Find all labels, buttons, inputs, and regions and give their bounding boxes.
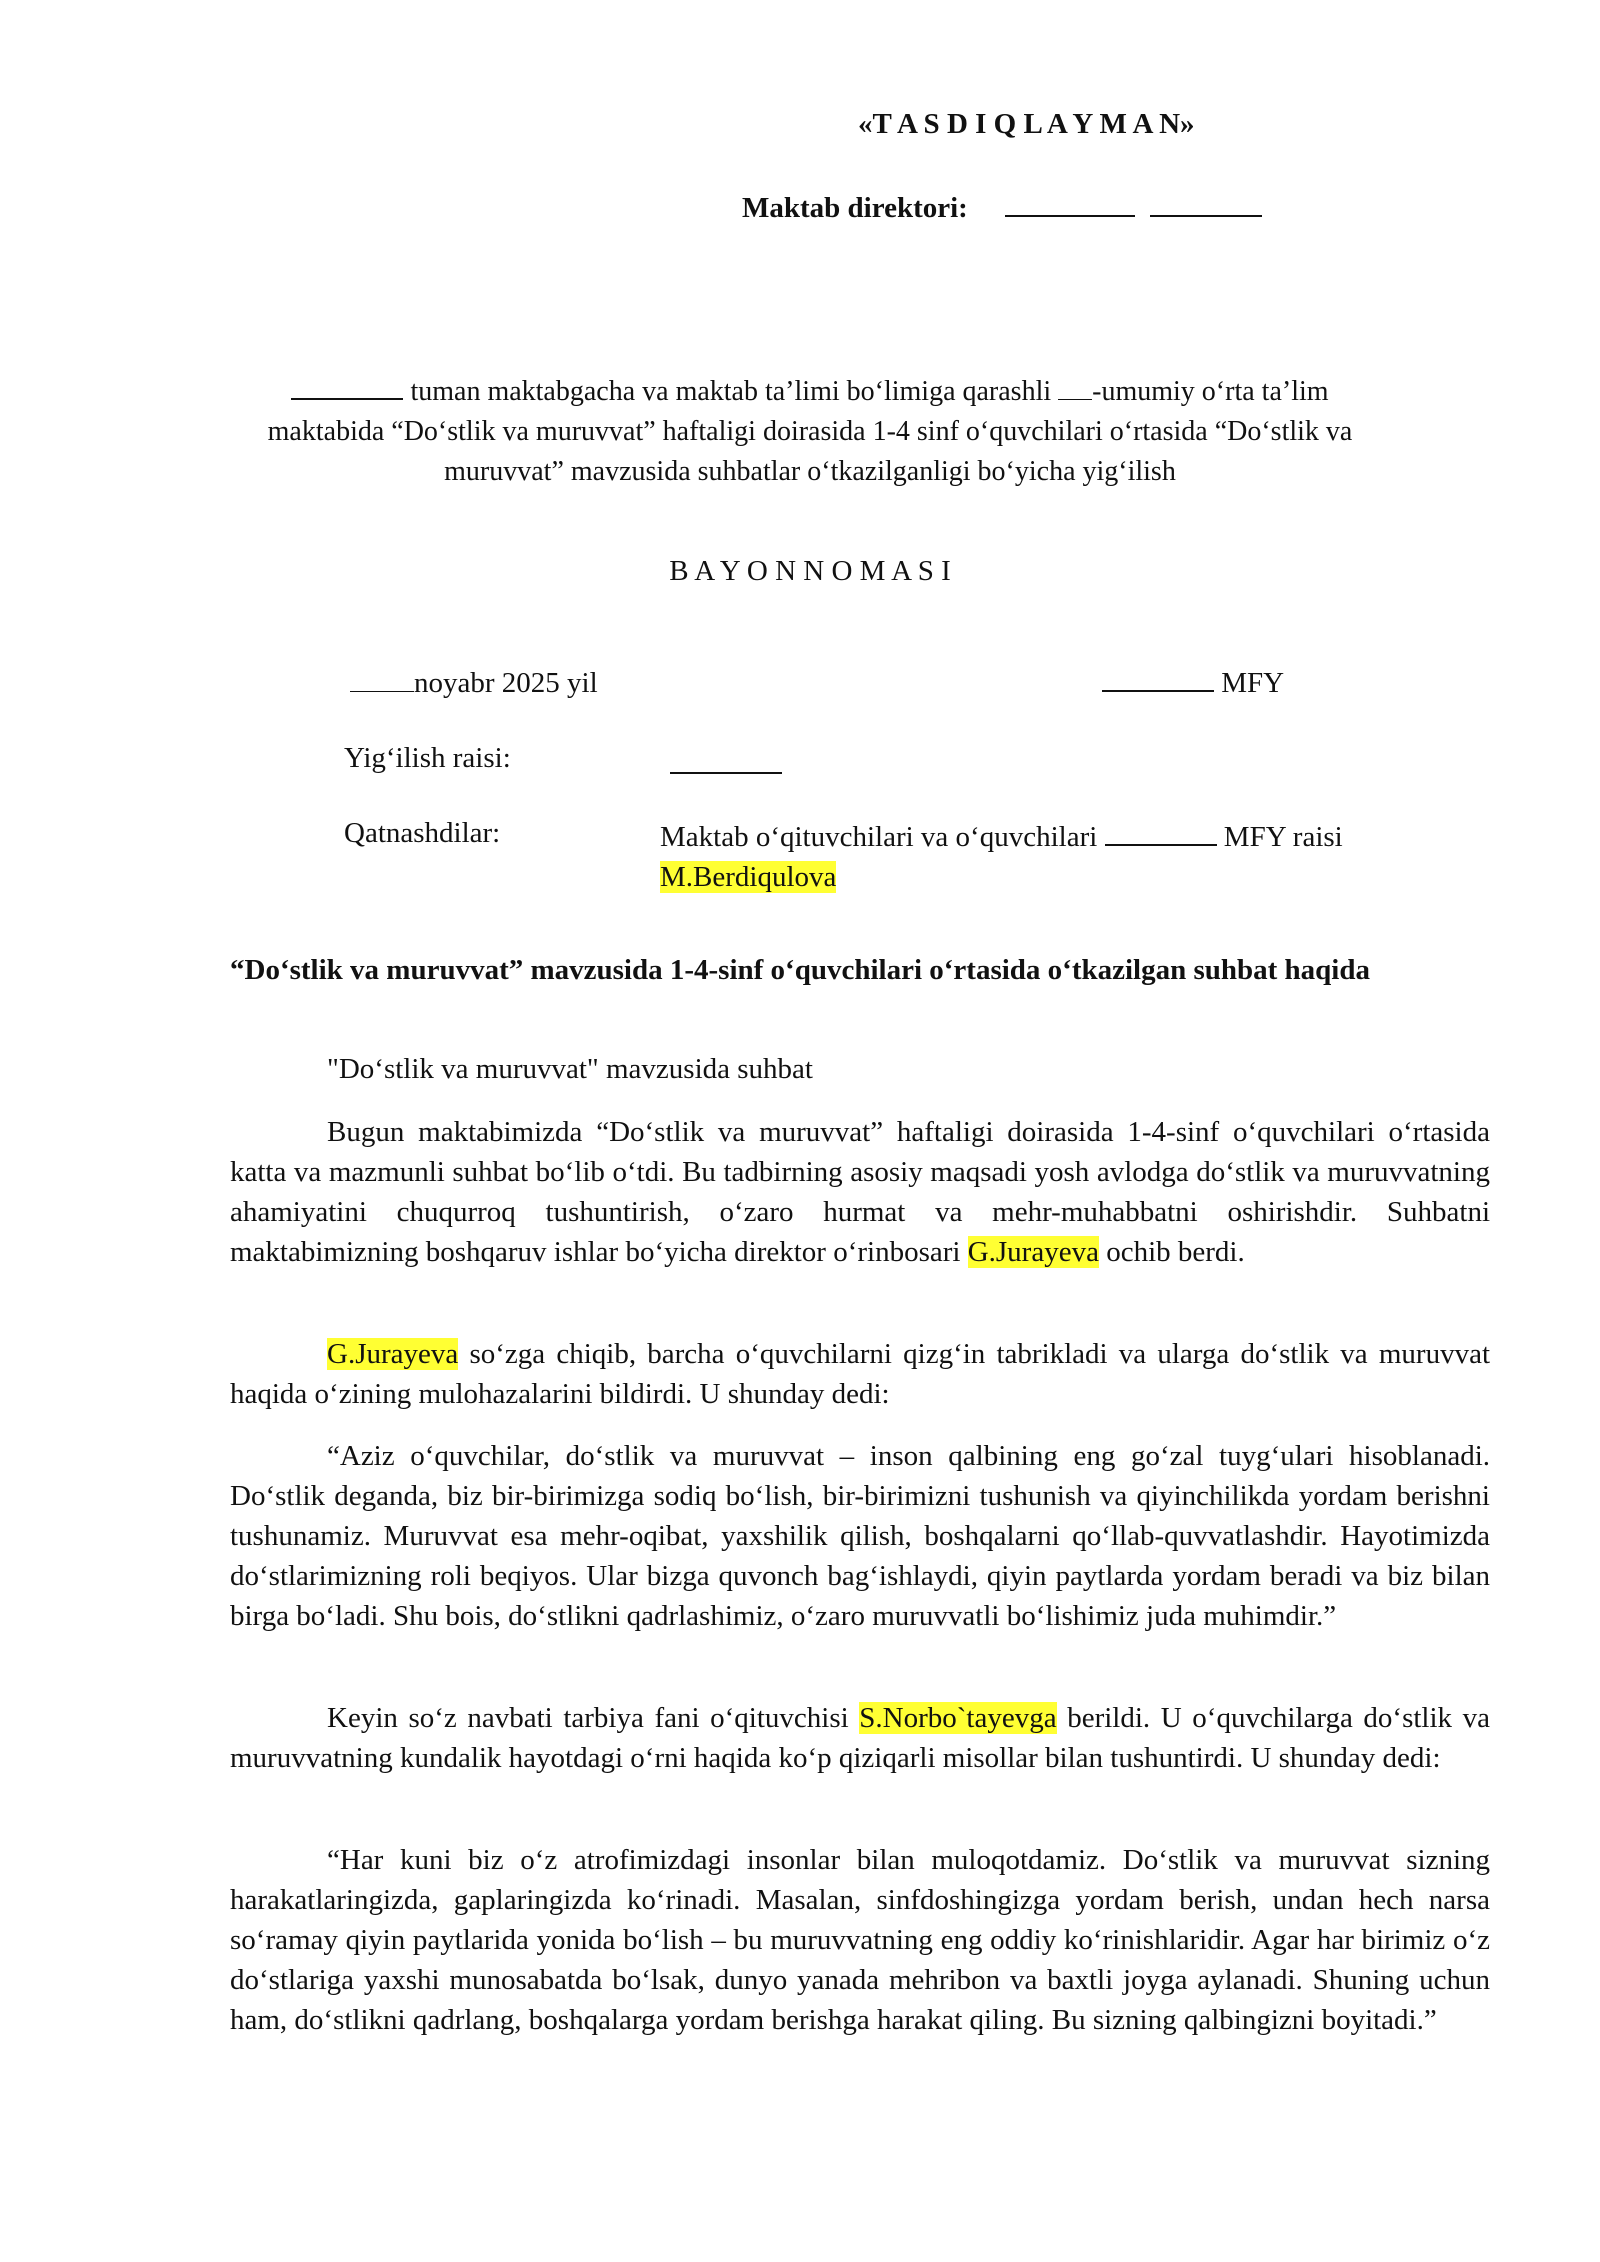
director-line: [742, 192, 1262, 225]
highlighted-name: G.Jurayeva: [967, 1236, 1099, 1268]
mfy-line: MFY: [1102, 667, 1284, 700]
paragraph-5-quote: “Har kuni biz o‘z atrofimizdagi insonlar bilan muloqotdamiz. Do‘stlik va muruvvat sizning harakatlaringizda, gaplaringizda ko‘rinadi. Masalan, sinfdoshingizga yordam berish, undan hech narsa so‘ramay qiyin paytlarida yonida bo‘lish – bu muruvvatning eng oddiy ko‘rinishlaridir. Agar har birimiz o‘z do‘stlariga yaxshi munosabatda bo‘lsak, dunyo yanada mehribon va baxtli joyga aylanadi. Shuning uchun ham, do‘stlikni qadrlang, boshqalarga yordam berishga harakat qiling. Bu sizning qalbingizni boyitadi.”: [230, 1844, 1490, 2036]
date-line: noyabr 2025 yil: [350, 667, 598, 700]
name-blank: [1150, 215, 1262, 217]
participant-name: M.Berdiqulova: [660, 861, 837, 893]
section-subtitle: "Do‘stlik va muruvvat" mavzusida suhbat: [327, 1053, 813, 1085]
paragraph-4: Keyin so‘z navbati tarbiya fani o‘qituvchisi S.Norbo`tayevga berildi. U o‘quvchilarga do‘stlik va muruvvatning kundalik hayotdagi o‘rni haqida ko‘p qiziqarli misollar bilan tushuntirdi. U shunday dedi:: [230, 1702, 1491, 1774]
approval-title: «T A S D I Q L A Y M A N»: [858, 108, 1195, 140]
highlighted-name: G.Jurayeva: [327, 1338, 459, 1370]
section-title: “Do‘stlik va muruvvat” mavzusida 1-4-sinf o‘quvchilari o‘rtasida o‘tkazilgan suhbat haqida: [230, 954, 1370, 986]
highlighted-name: S.Norbo`tayevga: [859, 1702, 1057, 1734]
school-number-blank: [1058, 399, 1092, 400]
doc-title: B A Y O N N O M A S I: [669, 555, 951, 587]
signature-blank: [1005, 215, 1135, 217]
heading-line-2: maktabida “Do‘stlik va muruvvat” haftaligi doirasida 1-4 sinf o‘quvchilari o‘rtasida “Do‘stlik va: [267, 416, 1353, 447]
district-blank: [291, 398, 403, 400]
chair-label: Yig‘ilish raisi:: [344, 742, 511, 774]
participants-value: Maktab o‘qituvchilari va o‘quvchilari MFY raisi M.Berdiqulova: [660, 821, 1343, 893]
participants-label: Qatnashdilar:: [344, 817, 501, 849]
participants-mfy-blank: [1105, 844, 1217, 846]
chair-blank: [670, 772, 782, 774]
heading-line-3: muruvvat” mavzusida suhbatlar o‘tkazilganligi bo‘yicha yig‘ilish: [444, 456, 1176, 487]
document-heading: [200, 372, 1420, 492]
paragraph-1: Bugun maktabimizda “Do‘stlik va muruvvat” haftaligi doirasida 1-4-sinf o‘quvchilari o‘rtasida katta va mazmunli suhbat bo‘lib o‘tdi. Bu tadbirning asosiy maqsadi yosh avlodga do‘stlik va muruvvatning ahamiyatini chuqurroq tushuntirish, o‘zaro hurmat va mehr-muhabbatni oshirishdir. Suhbatni maktabimizning boshqaruv ishlar bo‘yicha direktor o‘rinbosari G.Jurayeva ochib berdi.: [230, 1116, 1490, 1268]
mfy-blank: [1102, 690, 1214, 692]
paragraph-2: G.Jurayeva so‘zga chiqib, barcha o‘quvchilarni qizg‘in tabrikladi va ularga do‘stlik va muruvvat haqida o‘zining mulohazalarini bildirdi. U shunday dedi:: [230, 1338, 1491, 1410]
director-label: Maktab direktori:: [742, 192, 968, 224]
paragraph-3-quote: “Aziz o‘quvchilar, do‘stlik va muruvvat – inson qalbining eng go‘zal tuyg‘ulari hisoblanadi. Do‘stlik deganda, biz bir-birimizga sodiq bo‘lish, bir-birimizni tushunish va qiyinchilikda yordam berishni tushunamiz. Muruvvat esa mehr-oqibat, yaxshilik qilish, boshqalarni qo‘llab-quvvatlashdir. Hayotimizda do‘stlarimizning roli beqiyos. Ular bizga quvonch bag‘ishlaydi, qiyin paytlarda yordam beradi va biz bilan birga bo‘ladi. Shu bois, do‘stlikni qadrlashimiz, o‘zaro muruvvatli bo‘lishimiz juda muhimdir.”: [230, 1440, 1490, 1632]
day-blank: [350, 691, 414, 692]
heading-line-1: tuman maktabgacha va maktab ta’limi bo‘limiga qarashli -umumiy o‘rta ta’lim: [200, 372, 1420, 412]
